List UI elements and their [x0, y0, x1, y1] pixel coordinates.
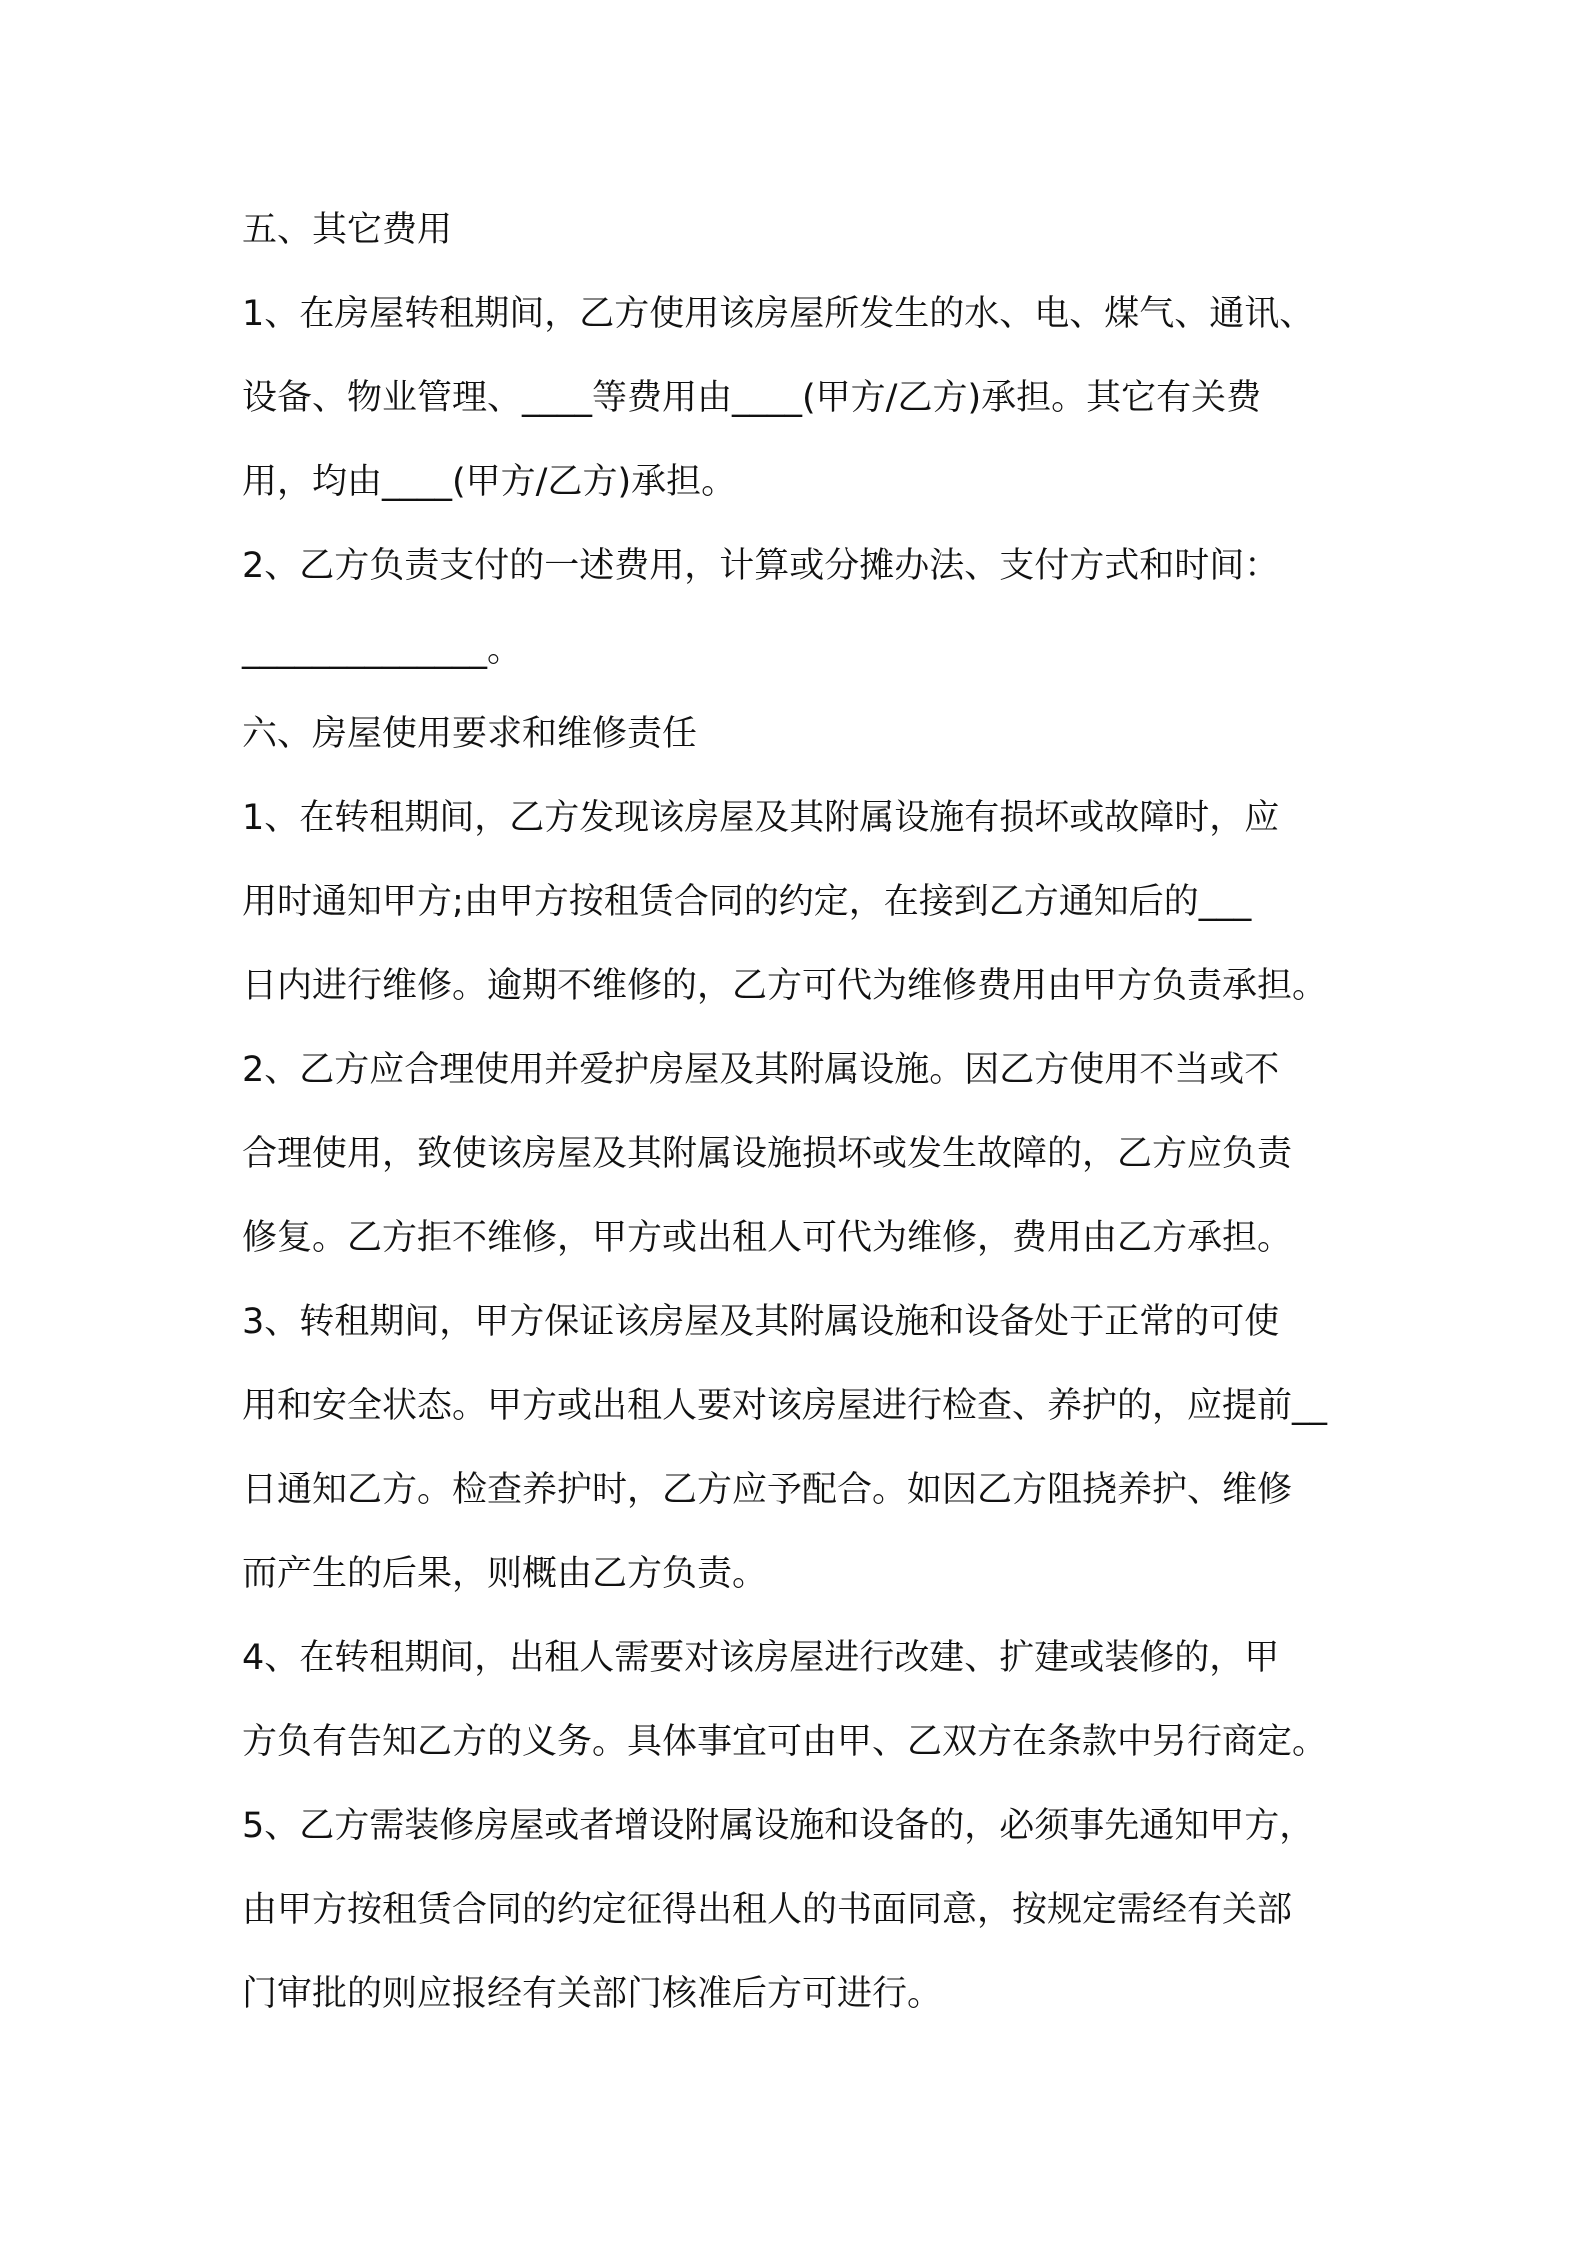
text-line: 门审批的则应报经有关部门核准后方可进行。 [242, 1974, 943, 2014]
text-line: 2、乙方应合理使用并爱护房屋及其附属设施。因乙方使用不当或不 [242, 1050, 1280, 1090]
text-line: 用，均由____(甲方/乙方)承担。 [242, 462, 737, 502]
text-line: 而产生的后果，则概由乙方负责。 [242, 1554, 768, 1594]
text-line: 合理使用，致使该房屋及其附属设施损坏或发生故障的，乙方应负责 [242, 1134, 1293, 1174]
section-heading-other-fees: 五、其它费用 [242, 210, 453, 250]
text-line: 1、在房屋转租期间，乙方使用该房屋所发生的水、电、煤气、通讯、 [242, 294, 1315, 334]
text-line: 3、转租期间，甲方保证该房屋及其附属设施和设备处于正常的可使 [242, 1302, 1280, 1342]
text-line: 修复。乙方拒不维修，甲方或出租人可代为维修，费用由乙方承担。 [242, 1218, 1293, 1258]
text-line: 用和安全状态。甲方或出租人要对该房屋进行检查、养护的，应提前__ [242, 1386, 1328, 1426]
text-line: 4、在转租期间，出租人需要对该房屋进行改建、扩建或装修的，甲 [242, 1638, 1280, 1678]
text-line: 日内进行维修。逾期不维修的，乙方可代为维修费用由甲方负责承担。 [242, 966, 1328, 1006]
section-heading-usage-repair: 六、房屋使用要求和维修责任 [242, 714, 698, 754]
text-line: 方负有告知乙方的义务。具体事宜可由甲、乙双方在条款中另行商定。 [242, 1722, 1328, 1762]
text-line: 1、在转租期间，乙方发现该房屋及其附属设施有损坏或故障时，应 [242, 798, 1280, 838]
text-line: 用时通知甲方;由甲方按租赁合同的约定，在接到乙方通知后的___ [242, 882, 1252, 922]
text-line: 设备、物业管理、____等费用由____(甲方/乙方)承担。其它有关费 [242, 378, 1262, 418]
text-line: ______________。 [242, 630, 523, 670]
text-line: 5、乙方需装修房屋或者增设附属设施和设备的，必须事先通知甲方， [242, 1806, 1315, 1846]
text-line: 由甲方按租赁合同的约定征得出租人的书面同意，按规定需经有关部 [242, 1890, 1293, 1930]
text-line: 2、乙方负责支付的一述费用，计算或分摊办法、支付方式和时间： [242, 546, 1280, 586]
text-line: 日通知乙方。检查养护时，乙方应予配合。如因乙方阻挠养护、维修 [242, 1470, 1293, 1510]
